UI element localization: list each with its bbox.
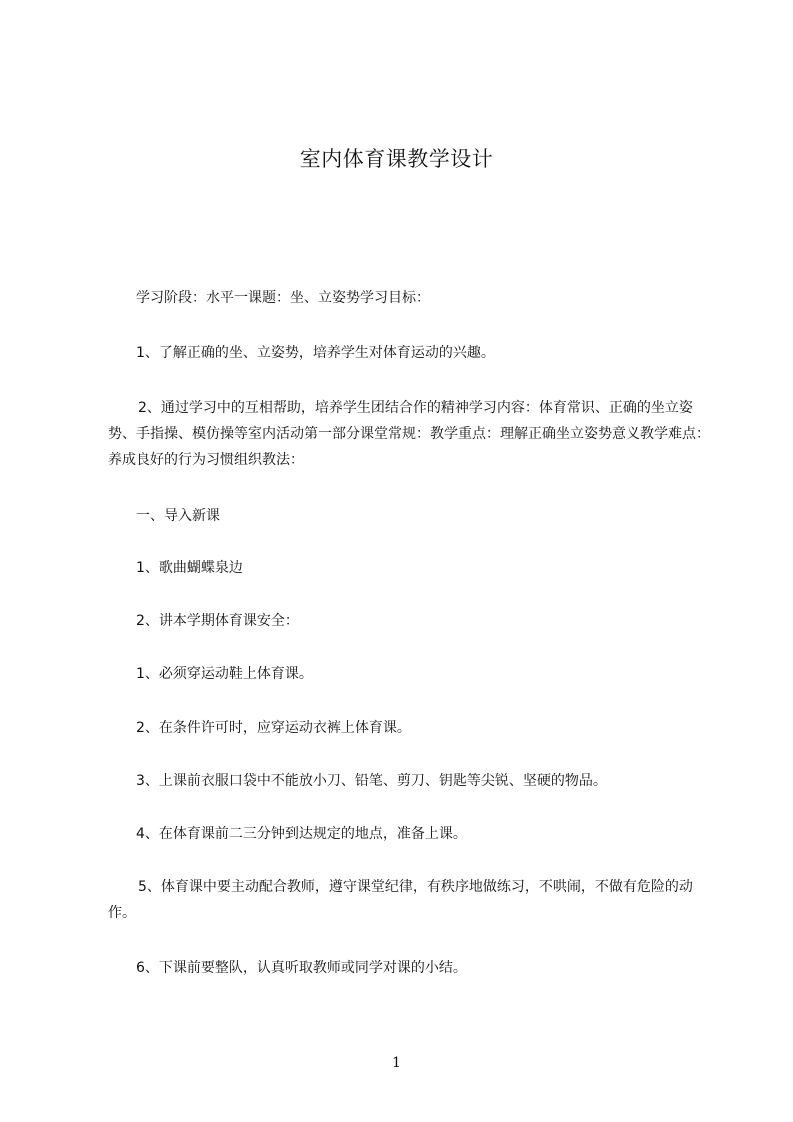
section-heading-intro: 一、导入新课 xyxy=(136,508,220,524)
list-item-safety-5: 5、体育课中要主动配合教师，遵守课堂纪律，有秩序地做练习，不哄闹，不做有危险的动作。 xyxy=(108,879,693,921)
list-item-song: 1、歌曲蝴蝶泉边 xyxy=(136,560,243,576)
paragraph-objective-1: 1、了解正确的坐、立姿势，培养学生对体育运动的兴趣。 xyxy=(136,345,495,361)
list-item-safety-3: 3、上课前衣服口袋中不能放小刀、铅笔、剪刀、钥匙等尖锐、坚硬的物品。 xyxy=(136,773,607,789)
list-item-safety-heading: 2、讲本学期体育课安全： xyxy=(136,613,299,629)
list-item-safety-6: 6、下课前要整队，认真听取教师或同学对课的小结。 xyxy=(136,960,467,976)
document-title: 室内体育课教学设计 xyxy=(299,147,494,171)
list-item-safety-4: 4、在体育课前二三分钟到达规定的地点，准备上课。 xyxy=(136,826,467,842)
list-item-safety-2: 2、在条件许可时，应穿运动衣裤上体育课。 xyxy=(136,720,411,736)
page-number: 1 xyxy=(392,1055,401,1071)
list-item-safety-1: 1、必须穿运动鞋上体育课。 xyxy=(136,666,313,682)
paragraph-objective-2: 2、通过学习中的互相帮助，培养学生团结合作的精神学习内容：体育常识、正确的坐立姿势、手指操、模仿操等室内活动第一部分课堂常规：教学重点：理解正确坐立姿势意义教学难点：养成良好的行为习惯组织教法： xyxy=(108,400,710,468)
paragraph-learning-stage: 学习阶段：水平一课题：坐、立姿势学习目标： xyxy=(136,290,430,306)
